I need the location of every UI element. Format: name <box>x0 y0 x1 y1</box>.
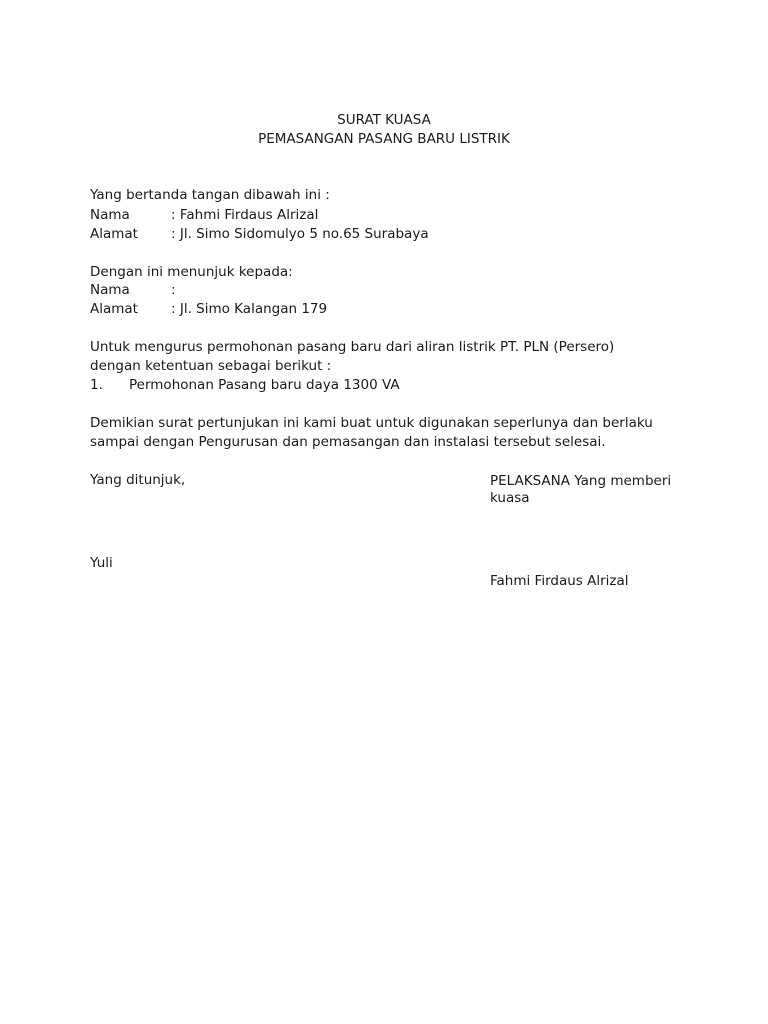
grantor-intro: Yang bertanda tangan dibawah ini : <box>90 187 330 203</box>
signature-right-heading: PELAKSANA Yang memberi kuasa <box>490 473 672 506</box>
title-line-2: PEMASANGAN PASANG BARU LISTRIK <box>258 131 510 147</box>
grantor-address-row <box>90 225 429 244</box>
grantor-name-value: : Fahmi Firdaus Alrizal <box>171 207 319 223</box>
grantee-intro: Dengan ini menunjuk kepada: <box>90 264 293 280</box>
grantor-name-row <box>90 206 318 225</box>
grantee-address-row <box>90 300 327 319</box>
signature-left-name: Yuli <box>90 555 113 571</box>
closing-line-2: sampai dengan Pengurusan dan pemasangan dan instalasi tersebut selesai. <box>90 434 606 450</box>
grantee-name-row <box>90 281 176 300</box>
purpose-line-1: Untuk mengurus permohonan pasang baru dari aliran listrik PT. PLN (Persero) <box>90 339 615 355</box>
grantee-name-label: Nama <box>90 282 130 298</box>
signature-right-name: Fahmi Firdaus Alrizal <box>490 573 629 589</box>
signature-left-heading: Yang ditunjuk, <box>90 472 186 488</box>
grantor-address-label: Alamat <box>90 226 138 242</box>
grantee-address-value: : Jl. Simo Kalangan 179 <box>171 301 328 317</box>
purpose-list-item <box>90 376 400 395</box>
title-line-1: SURAT KUASA <box>337 112 431 128</box>
grantor-name-label: Nama <box>90 207 130 223</box>
closing-line-1: Demikian surat pertunjukan ini kami buat untuk digunakan seperlunya dan berlaku <box>90 415 653 431</box>
purpose-item-text: Permohonan Pasang baru daya 1300 VA <box>129 377 400 393</box>
purpose-line-2: dengan ketentuan sebagai berikut : <box>90 358 332 374</box>
grantee-name-value: : <box>171 282 176 298</box>
grantee-address-label: Alamat <box>90 301 138 317</box>
purpose-item-number: 1. <box>90 377 103 393</box>
grantor-address-value: : Jl. Simo Sidomulyo 5 no.65 Surabaya <box>171 226 429 242</box>
